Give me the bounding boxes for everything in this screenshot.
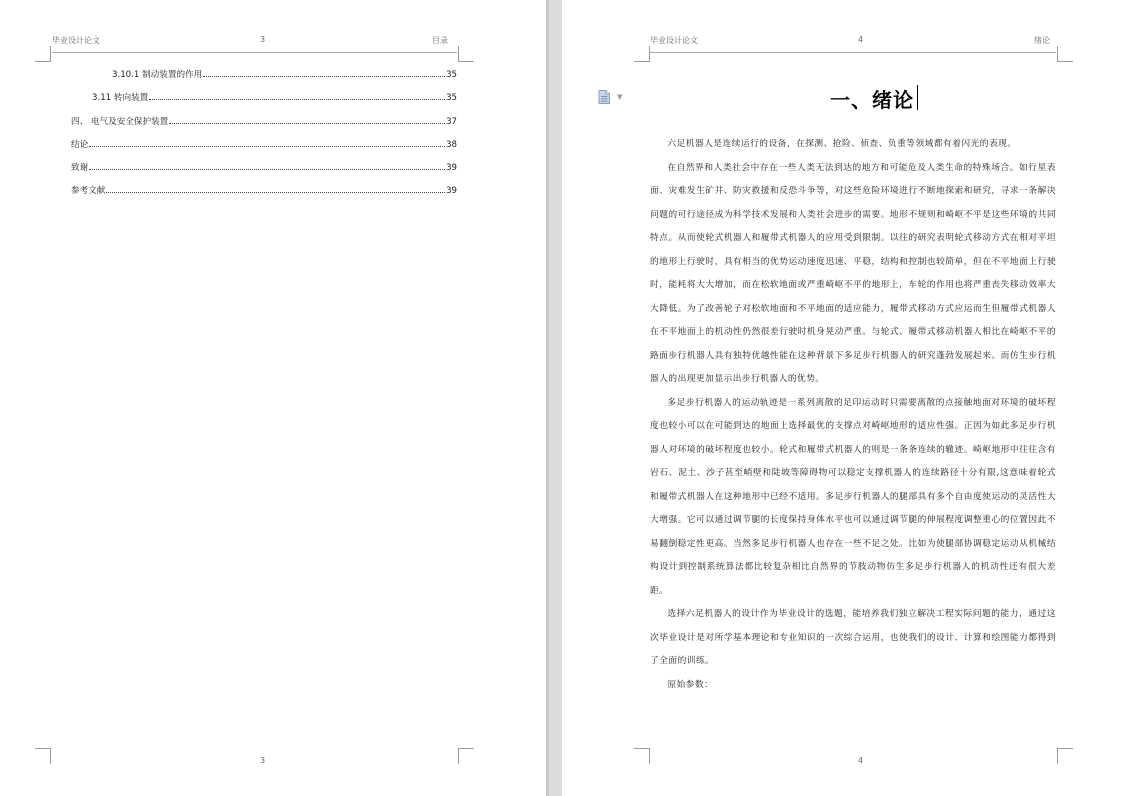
toc-entry-page: 39 [446, 163, 457, 173]
toc-entry-title: 致谢 [71, 163, 89, 173]
paragraph-layout-icon[interactable] [598, 90, 610, 104]
toc-entry[interactable] [112, 68, 457, 80]
header-title: 毕业设计论文 [52, 36, 100, 45]
chevron-down-icon[interactable]: ▼ [617, 93, 623, 101]
text-cursor [917, 85, 918, 110]
toc-entry-title: 结论 [71, 140, 89, 150]
header-page-number: 4 [858, 35, 864, 44]
toc-entry[interactable] [71, 115, 457, 127]
footer-page-number: 4 [858, 756, 864, 765]
toc-entry[interactable] [71, 161, 457, 173]
toc-entry-page: 38 [446, 140, 457, 150]
toc-leader [203, 75, 445, 77]
toc-leader [89, 145, 445, 147]
document-page-4[interactable] [562, 0, 1134, 796]
document-page-3[interactable] [0, 0, 546, 796]
header-rule [650, 52, 1056, 53]
toc-entry-title: 四、 电气及安全保护装置 [71, 117, 169, 127]
chapter-heading: 一、绪论 [830, 88, 914, 112]
body-text[interactable] [650, 133, 1056, 697]
toc-entry-page: 35 [446, 93, 457, 103]
toc-leader [106, 191, 445, 193]
header-section: 绪论 [1034, 36, 1050, 45]
header-rule [52, 52, 457, 53]
paragraph: 在自然界和人类社会中存在一些人类无法到达的地方和可能危及人类生命的特殊场合。如行星表面、灾难发生矿井、防灾救援和反恐斗争等，对这些危险环境进行不断地探索和研究，寻求一条解决问题的可行途径成为科学技术发展和人类社会进步的需要。地形不规则和崎岖不平是这些环境的共同特点。从而使轮式机器人和履带式机器人的应用受到限制。以往的研究表明轮式移动方式在相对平坦的地形上行驶时，具有相当的优势运动速度迅速、平稳，结构和控制也较简单，但在不平地面上行驶时，能耗将大大增加，而在松软地面或严重崎岖不平的地形上，车轮的作用也将严重丧失移动效率大大降低。为了改善轮子对松软地面和不平地面的适应能力，履带式移动方式应运而生但履带式机器人在不平地面上的机动性仍然很差行驶时机身晃动严重。与轮式、履带式移动机器人相比在崎岖不平的路面步行机器人具有独特优越性能在这种背景下多足步行机器人的研究蓬勃发展起来。而仿生步行机器人的出现更加显示出步行机器人的优势。 [650, 162, 1056, 384]
footer-page-number: 3 [260, 756, 266, 765]
header-page-number: 3 [260, 35, 266, 44]
toc-leader [149, 98, 445, 100]
toc-entry-title: 3.11 转向装置 [92, 93, 149, 103]
toc-entry-page: 39 [446, 186, 457, 196]
page-gap [546, 0, 562, 796]
toc-entry-page: 35 [446, 70, 457, 80]
paragraph: 多足步行机器人的运动轨迹是一系列离散的足印运动时只需要离散的点接触地面对环境的破坏程度也较小可以在可能到达的地面上选择最优的支撑点对崎岖地形的适应性强。正因为如此多足步行机器人对环境的破坏程度也较小。轮式和履带式机器人的则是一条条连续的辙迹。崎岖地形中往往含有岩石、泥土、沙子甚至峭壁和陡坡等障碍物可以稳定支撑机器人的连续路径十分有限,这意味着轮式和履带式机器人在这种地形中已经不适用。多足步行机器人的腿部具有多个自由度使运动的灵活性大大增强。它可以通过调节腿的长度保持身体水平也可以通过调节腿的伸展程度调整重心的位置因此不易翻倒稳定性更高。当然多足步行机器人也存在一些不足之处。比如为使腿部协调稳定运动从机械结构设计到控制系统算法都比较复杂相比自然界的节肢动物仿生多足步行机器人的机动性还有很大差距。 [650, 397, 1056, 596]
paragraph: 六足机器人是连续运行的设备，在探测、抢险、侦查、负重等领域都有着闪光的表现。 [667, 139, 1017, 149]
paragraph: 选择六足机器人的设计作为毕业设计的选题，能培养我们独立解决工程实际问题的能力，通过这次毕业设计是对所学基本理论和专业知识的一次综合运用，也使我们的设计、计算和绘图能力都得到了全面的训练。 [650, 609, 1056, 666]
header-section: 目录 [432, 36, 448, 45]
toc-leader [89, 168, 445, 170]
toc-entry[interactable] [71, 138, 457, 150]
toc-entry-title: 参考文献 [71, 186, 106, 196]
toc-leader [169, 122, 445, 124]
toc-entry[interactable] [71, 184, 457, 196]
toc-entry-page: 37 [446, 117, 457, 127]
toc-entry[interactable] [92, 91, 457, 103]
paragraph: 原始参数： [667, 679, 714, 690]
toc-entry-title: 3.10.1 制动装置的作用 [112, 70, 203, 80]
header-title: 毕业设计论文 [650, 36, 698, 45]
